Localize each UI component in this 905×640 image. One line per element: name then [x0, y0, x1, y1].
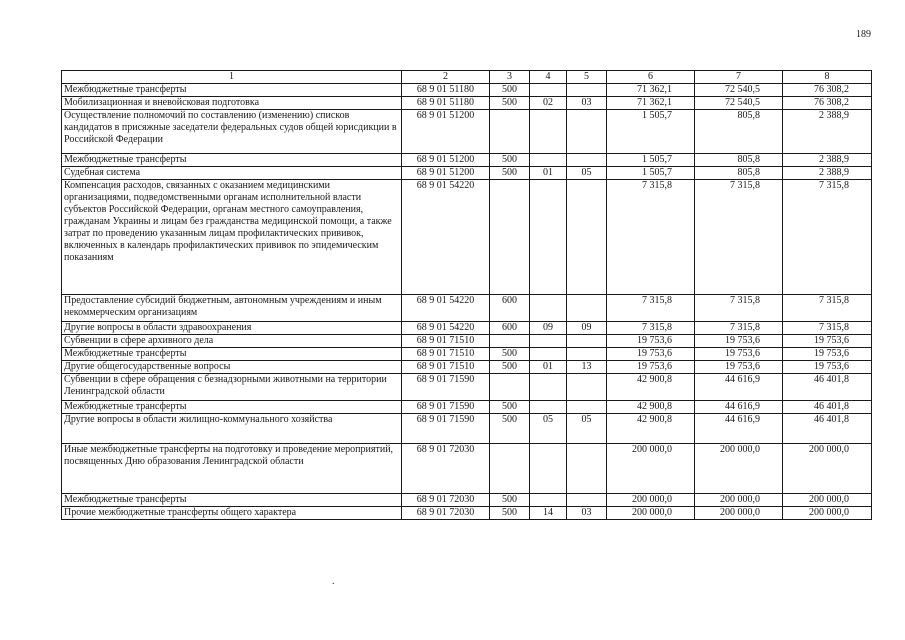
expense-type: 500	[490, 97, 530, 110]
row-name: Межбюджетные трансферты	[62, 154, 402, 167]
amount-year1: 200 000,0	[607, 507, 695, 520]
section	[530, 401, 567, 414]
row-name: Другие вопросы в области здравоохранения	[62, 322, 402, 335]
table-row	[62, 322, 872, 335]
row-name: Субвенции в сфере обращения с безнадзорными животными на территории Ленинградской области	[62, 374, 402, 401]
subsection: 13	[567, 361, 607, 374]
amount-year1: 42 900,8	[607, 401, 695, 414]
section	[530, 84, 567, 97]
row-name: Межбюджетные трансферты	[62, 84, 402, 97]
section: 01	[530, 167, 567, 180]
table-row	[62, 401, 872, 414]
table-row	[62, 507, 872, 520]
section	[530, 154, 567, 167]
target-code: 68 9 01 51180	[402, 84, 490, 97]
amount-year1: 200 000,0	[607, 444, 695, 494]
row-name: Компенсация расходов, связанных с оказанием медицинскими организациями, подведомственными органам исполнительной власти субъектов Российской Федерации, органам местного самоуправления, гражданам Украины и лицам без гражданства медицинской помощи, а также затрат по проведению указанным лицам профилактических прививок, включенных в календарь профилактических прививок по эпидемическим показаниям	[62, 180, 402, 295]
column-header: 4	[530, 71, 567, 84]
amount-year3: 46 401,8	[783, 401, 872, 414]
subsection	[567, 401, 607, 414]
amount-year1: 19 753,6	[607, 348, 695, 361]
section: 02	[530, 97, 567, 110]
expense-type: 500	[490, 154, 530, 167]
target-code: 68 9 01 71590	[402, 374, 490, 401]
amount-year2: 805,8	[695, 167, 783, 180]
subsection	[567, 84, 607, 97]
expense-type: 600	[490, 322, 530, 335]
amount-year1: 42 900,8	[607, 374, 695, 401]
row-name: Субвенции в сфере архивного дела	[62, 335, 402, 348]
amount-year1: 200 000,0	[607, 494, 695, 507]
section	[530, 180, 567, 295]
expense-type	[490, 110, 530, 154]
expense-type: 500	[490, 84, 530, 97]
row-name: Межбюджетные трансферты	[62, 348, 402, 361]
target-code: 68 9 01 71510	[402, 335, 490, 348]
subsection: 05	[567, 167, 607, 180]
row-name: Мобилизационная и вневойсковая подготовка	[62, 97, 402, 110]
expense-type	[490, 335, 530, 348]
target-code: 68 9 01 51200	[402, 154, 490, 167]
column-header: 6	[607, 71, 695, 84]
section: 14	[530, 507, 567, 520]
section	[530, 110, 567, 154]
amount-year2: 7 315,8	[695, 180, 783, 295]
table-row	[62, 97, 872, 110]
amount-year3: 76 308,2	[783, 84, 872, 97]
row-name: Иные межбюджетные трансферты на подготовку и проведение мероприятий, посвященных Дню образования Ленинградской области	[62, 444, 402, 494]
table-row	[62, 335, 872, 348]
target-code: 68 9 01 51180	[402, 97, 490, 110]
table-row	[62, 494, 872, 507]
row-name: Судебная система	[62, 167, 402, 180]
amount-year2: 72 540,5	[695, 84, 783, 97]
subsection: 09	[567, 322, 607, 335]
amount-year2: 200 000,0	[695, 494, 783, 507]
amount-year2: 44 616,9	[695, 414, 783, 444]
amount-year1: 1 505,7	[607, 154, 695, 167]
table-row	[62, 167, 872, 180]
expense-type: 600	[490, 295, 530, 322]
table-row	[62, 154, 872, 167]
subsection	[567, 295, 607, 322]
table-row	[62, 110, 872, 154]
target-code: 68 9 01 51200	[402, 167, 490, 180]
amount-year2: 44 616,9	[695, 374, 783, 401]
budget-table	[61, 70, 872, 520]
table-row	[62, 84, 872, 97]
amount-year3: 200 000,0	[783, 494, 872, 507]
section	[530, 494, 567, 507]
amount-year3: 2 388,9	[783, 154, 872, 167]
section: 01	[530, 361, 567, 374]
stray-mark: .	[332, 576, 335, 587]
subsection	[567, 110, 607, 154]
header-row	[62, 71, 872, 84]
amount-year3: 19 753,6	[783, 348, 872, 361]
row-name: Осуществление полномочий по составлению (изменению) списков кандидатов в присяжные заседатели федеральных судов общей юрисдикции в Российской Федерации	[62, 110, 402, 154]
subsection	[567, 374, 607, 401]
amount-year1: 7 315,8	[607, 180, 695, 295]
amount-year2: 19 753,6	[695, 361, 783, 374]
subsection: 05	[567, 414, 607, 444]
amount-year3: 200 000,0	[783, 507, 872, 520]
amount-year1: 19 753,6	[607, 335, 695, 348]
amount-year3: 46 401,8	[783, 414, 872, 444]
target-code: 68 9 01 54220	[402, 180, 490, 295]
column-header: 5	[567, 71, 607, 84]
amount-year1: 1 505,7	[607, 167, 695, 180]
amount-year3: 46 401,8	[783, 374, 872, 401]
column-header: 3	[490, 71, 530, 84]
section	[530, 348, 567, 361]
target-code: 68 9 01 51200	[402, 110, 490, 154]
amount-year3: 19 753,6	[783, 335, 872, 348]
column-header: 1	[62, 71, 402, 84]
section: 09	[530, 322, 567, 335]
row-name: Предоставление субсидий бюджетным, автономным учреждениям и иным некоммерческим организациям	[62, 295, 402, 322]
amount-year1: 71 362,1	[607, 84, 695, 97]
expense-type	[490, 374, 530, 401]
expense-type: 500	[490, 414, 530, 444]
subsection: 03	[567, 507, 607, 520]
section	[530, 444, 567, 494]
amount-year2: 200 000,0	[695, 444, 783, 494]
subsection	[567, 335, 607, 348]
row-name: Другие вопросы в области жилищно-коммунального хозяйства	[62, 414, 402, 444]
target-code: 68 9 01 72030	[402, 444, 490, 494]
amount-year3: 7 315,8	[783, 295, 872, 322]
section	[530, 335, 567, 348]
table-row	[62, 444, 872, 494]
amount-year3: 19 753,6	[783, 361, 872, 374]
amount-year2: 200 000,0	[695, 507, 783, 520]
amount-year1: 71 362,1	[607, 97, 695, 110]
column-header: 2	[402, 71, 490, 84]
table-row	[62, 361, 872, 374]
amount-year3: 76 308,2	[783, 97, 872, 110]
amount-year3: 2 388,9	[783, 110, 872, 154]
amount-year2: 19 753,6	[695, 335, 783, 348]
amount-year3: 7 315,8	[783, 322, 872, 335]
target-code: 68 9 01 72030	[402, 494, 490, 507]
row-name: Прочие межбюджетные трансферты общего характера	[62, 507, 402, 520]
expense-type: 500	[490, 401, 530, 414]
amount-year1: 1 505,7	[607, 110, 695, 154]
amount-year3: 200 000,0	[783, 444, 872, 494]
row-name: Межбюджетные трансферты	[62, 494, 402, 507]
amount-year3: 7 315,8	[783, 180, 872, 295]
target-code: 68 9 01 71510	[402, 361, 490, 374]
column-header: 8	[783, 71, 872, 84]
amount-year1: 7 315,8	[607, 322, 695, 335]
target-code: 68 9 01 71510	[402, 348, 490, 361]
subsection	[567, 348, 607, 361]
expense-type	[490, 444, 530, 494]
amount-year1: 19 753,6	[607, 361, 695, 374]
table-row	[62, 180, 872, 295]
expense-type	[490, 180, 530, 295]
target-code: 68 9 01 54220	[402, 322, 490, 335]
amount-year2: 19 753,6	[695, 348, 783, 361]
subsection	[567, 494, 607, 507]
subsection	[567, 154, 607, 167]
expense-type: 500	[490, 361, 530, 374]
amount-year2: 44 616,9	[695, 401, 783, 414]
amount-year1: 7 315,8	[607, 295, 695, 322]
table-row	[62, 374, 872, 401]
table-row	[62, 295, 872, 322]
row-name: Межбюджетные трансферты	[62, 401, 402, 414]
subsection: 03	[567, 97, 607, 110]
page-number: 189	[856, 29, 871, 40]
table-row	[62, 348, 872, 361]
target-code: 68 9 01 54220	[402, 295, 490, 322]
amount-year2: 7 315,8	[695, 322, 783, 335]
expense-type: 500	[490, 167, 530, 180]
amount-year2: 7 315,8	[695, 295, 783, 322]
column-header: 7	[695, 71, 783, 84]
subsection	[567, 444, 607, 494]
target-code: 68 9 01 71590	[402, 401, 490, 414]
section	[530, 295, 567, 322]
row-name: Другие общегосударственные вопросы	[62, 361, 402, 374]
subsection	[567, 180, 607, 295]
target-code: 68 9 01 71590	[402, 414, 490, 444]
section	[530, 374, 567, 401]
section: 05	[530, 414, 567, 444]
amount-year2: 805,8	[695, 110, 783, 154]
amount-year1: 42 900,8	[607, 414, 695, 444]
amount-year3: 2 388,9	[783, 167, 872, 180]
expense-type: 500	[490, 494, 530, 507]
table-row	[62, 414, 872, 444]
expense-type: 500	[490, 348, 530, 361]
amount-year2: 72 540,5	[695, 97, 783, 110]
amount-year2: 805,8	[695, 154, 783, 167]
target-code: 68 9 01 72030	[402, 507, 490, 520]
expense-type: 500	[490, 507, 530, 520]
